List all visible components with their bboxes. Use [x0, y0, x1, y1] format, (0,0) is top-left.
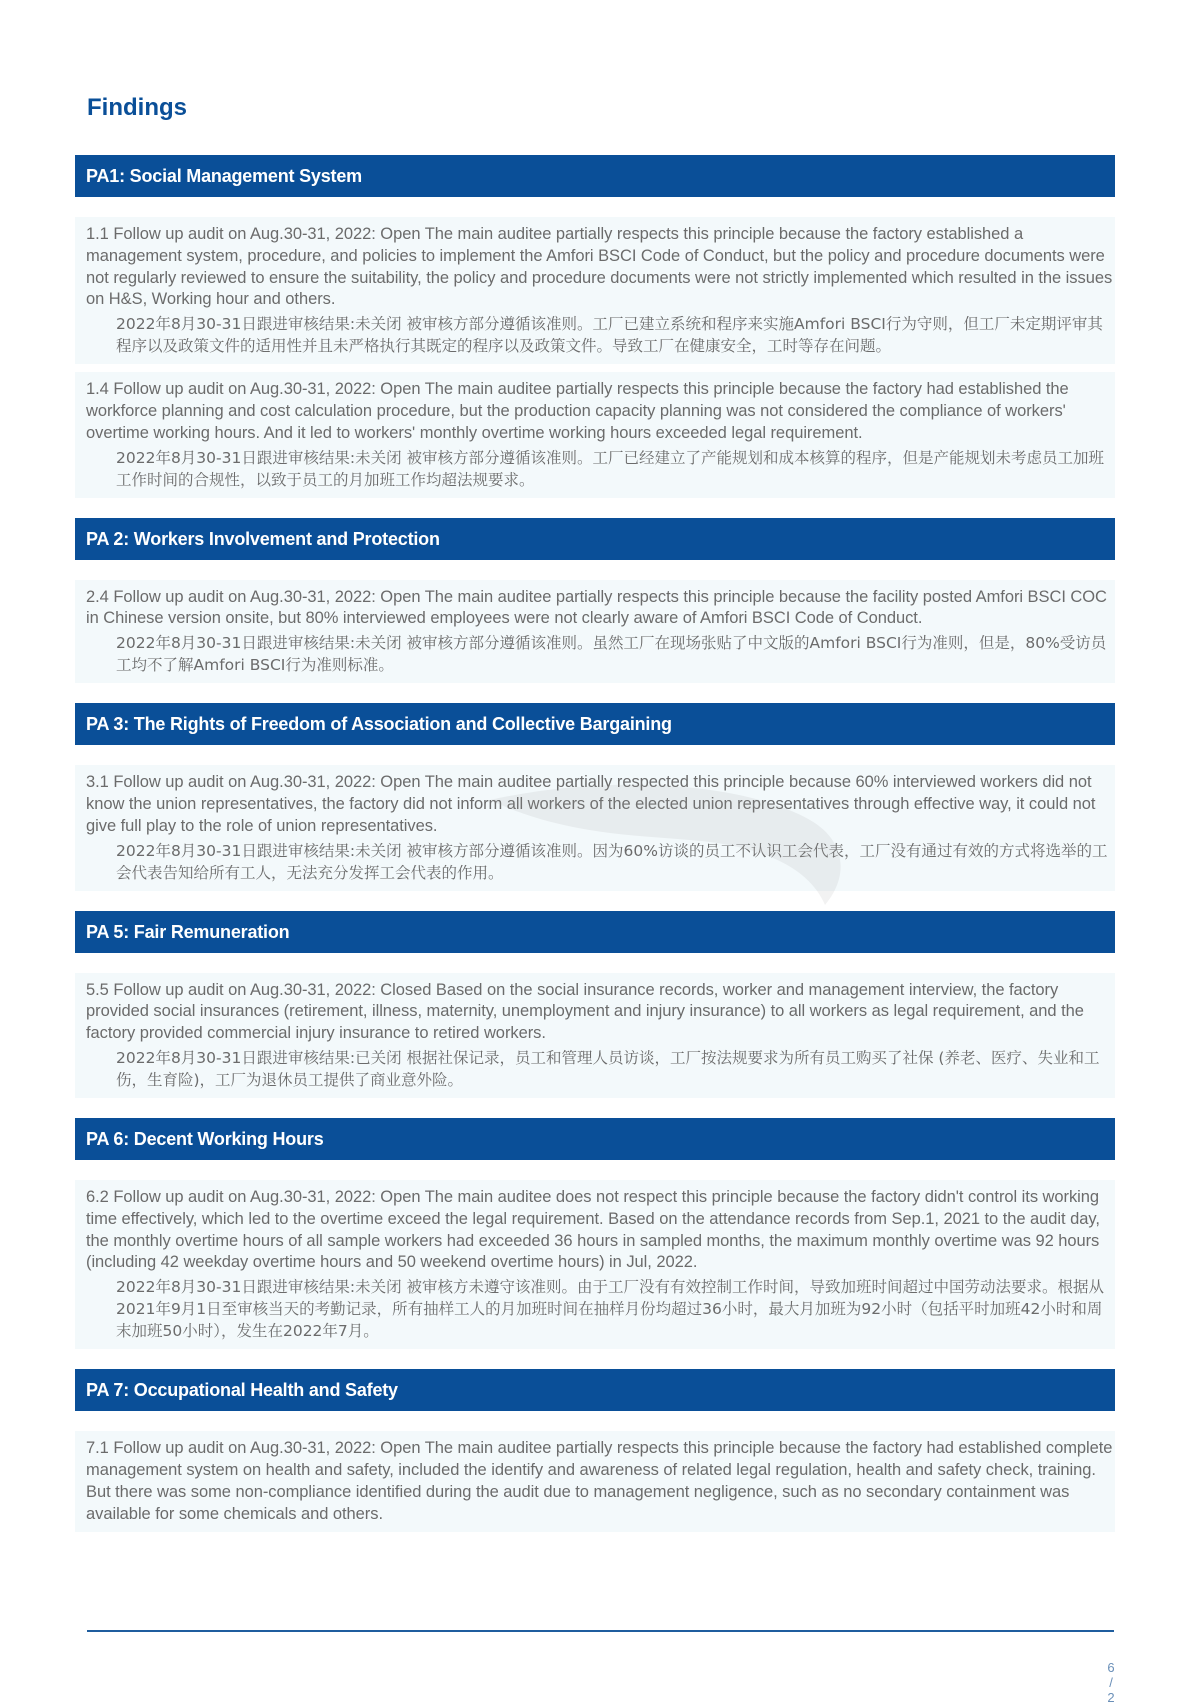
section-pa3: [75, 703, 1115, 890]
section-heading: PA 3: The Rights of Freedom of Association and Collective Bargaining: [75, 703, 1115, 745]
section-heading: PA 2: Workers Involvement and Protection: [75, 518, 1115, 560]
finding-english-text: 5.5 Follow up audit on Aug.30-31, 2022: Closed Based on the social insurance records, worker and management interview, the factory provided social insurances (retirement, illness, maternity, unemployment and injury insurance) to all workers as legal requirement, and the factory provided commercial injury insurance to retired workers.: [86, 980, 1084, 1043]
finding-chinese-text: 2022年8月30-31日跟进审核结果:未关闭 被审核方部分遵循该准则。工厂已经建立了产能规划和成本核算的程序，但是产能规划未考虑员工加班工作时间的合规性，以致于员工的月加班工作均超法规要求。: [116, 448, 1105, 489]
finding-item: [75, 217, 1115, 364]
section-findings: [75, 217, 1115, 498]
section-pa5: [75, 911, 1115, 1098]
finding-item: [75, 372, 1115, 497]
section-heading: PA1: Social Management System: [75, 155, 1115, 197]
section-findings: [75, 580, 1115, 684]
section-findings: [75, 1431, 1115, 1532]
finding-english-text: 6.2 Follow up audit on Aug.30-31, 2022: Open The main auditee does not respect this principle because the factory didn't control its working time effectively, which led to the overtime exceed the legal requirement. Based on the attendance records from Sep.1, 2021 to the audit day, the monthly overtime hours of all sample workers had exceeded 36 hours in sampled months, the maximum monthly overtime was 92 hours (including 42 weekday overtime hours and 50 weekend overtime hours) in Jul, 2022.: [86, 1187, 1100, 1272]
section-pa6: [75, 1118, 1115, 1349]
finding-item: [75, 1431, 1115, 1532]
finding-english-text: 1.4 Follow up audit on Aug.30-31, 2022: Open The main auditee partially respects this principle because the factory had established the workforce planning and cost calculation procedure, but the production capacity planning was not considered the compliance of workers' overtime working hours. And it led to workers' monthly overtime working hours exceeded legal requirement.: [86, 380, 1069, 442]
findings-content: [75, 155, 1115, 1552]
footer-divider: [87, 1630, 1114, 1632]
finding-english-text: 1.1 Follow up audit on Aug.30-31, 2022: Open The main auditee partially respects this principle because the factory established a management system, procedure, and policies to implement the Amfori BSCI Code of Conduct, but the policy and procedure documents were not regularly reviewed to ensure the suitability, the policy and procedure documents were not strictly implemented which resulted in the issues on H&S, Working hour and others.: [86, 225, 1113, 309]
finding-chinese-text: 2022年8月30-31日跟进审核结果:未关闭 被审核方部分遵循该准则。工厂已建立系统和程序来实施Amfori BSCI行为守则，但工厂未定期评审其程序以及政策文件的适用性并且未严格执行其既定的程序以及政策文件。导致工厂在健康安全，工时等存在问题。: [116, 315, 1103, 356]
section-heading: PA 6: Decent Working Hours: [75, 1118, 1115, 1160]
finding-chinese-text: 2022年8月30-31日跟进审核结果:未关闭 被审核方部分遵循该准则。虽然工厂在现场张贴了中文版的Amfori BSCI行为准则，但是，80%受访员工均不了解Amfori BSCI行为准则标准。: [116, 634, 1107, 675]
finding-chinese-text: 2022年8月30-31日跟进审核结果:已关闭 根据社保记录，员工和管理人员访谈，工厂按法规要求为所有员工购买了社保 (养老、医疗、失业和工伤，生育险)，工厂为退休员工提供了商业意外险。: [116, 1048, 1100, 1089]
page-number: 6 / 2: [1107, 1660, 1115, 1705]
finding-english-text: 7.1 Follow up audit on Aug.30-31, 2022: Open The main auditee partially respects this principle because the factory had established complete management system on health and safety, included the identify and awareness of related legal regulation, health and safety check, training. But there was some non-compliance identified during the audit due to management negligence, such as no secondary containment was available for some chemicals and others.: [86, 1439, 1113, 1523]
section-findings: [75, 765, 1115, 890]
section-pa1: [75, 155, 1115, 498]
finding-english-text: 2.4 Follow up audit on Aug.30-31, 2022: Open The main auditee partially respects this principle because the facility posted Amfori BSCI COC in Chinese version onsite, but 80% interviewed employees were not clearly aware of Amfori BSCI Code of Conduct.: [86, 587, 1107, 628]
finding-item: [75, 1180, 1115, 1349]
finding-item: [75, 580, 1115, 684]
finding-chinese-text: 2022年8月30-31日跟进审核结果:未关闭 被审核方未遵守该准则。由于工厂没有有效控制工作时间，导致加班时间超过中国劳动法要求。根据从2021年9月1日至审核当天的考勤记录，所有抽样工人的月加班时间在抽样月份均超过36小时，最大月加班为92小时（包括平时加班42小时和周末加班50小时），发生在2022年7月。: [116, 1278, 1105, 1341]
section-pa7: [75, 1369, 1115, 1532]
section-heading: PA 5: Fair Remuneration: [75, 911, 1115, 953]
finding-chinese-text: 2022年8月30-31日跟进审核结果:未关闭 被审核方部分遵循该准则。因为60%访谈的员工不认识工会代表，工厂没有通过有效的方式将选举的工会代表告知给所有工人，无法充分发挥工会代表的作用。: [116, 841, 1108, 882]
section-pa2: [75, 518, 1115, 684]
page-title: Findings: [87, 94, 187, 121]
finding-english-text: 3.1 Follow up audit on Aug.30-31, 2022: Open The main auditee partially respected this principle because 60% interviewed workers did not know the union representatives, the factory did not inform all workers of the elected union representatives through effective way, it could not give full play to the role of union representatives.: [86, 773, 1096, 835]
section-findings: [75, 973, 1115, 1098]
finding-item: [75, 765, 1115, 890]
section-findings: [75, 1180, 1115, 1349]
section-heading: PA 7: Occupational Health and Safety: [75, 1369, 1115, 1411]
finding-item: [75, 973, 1115, 1098]
